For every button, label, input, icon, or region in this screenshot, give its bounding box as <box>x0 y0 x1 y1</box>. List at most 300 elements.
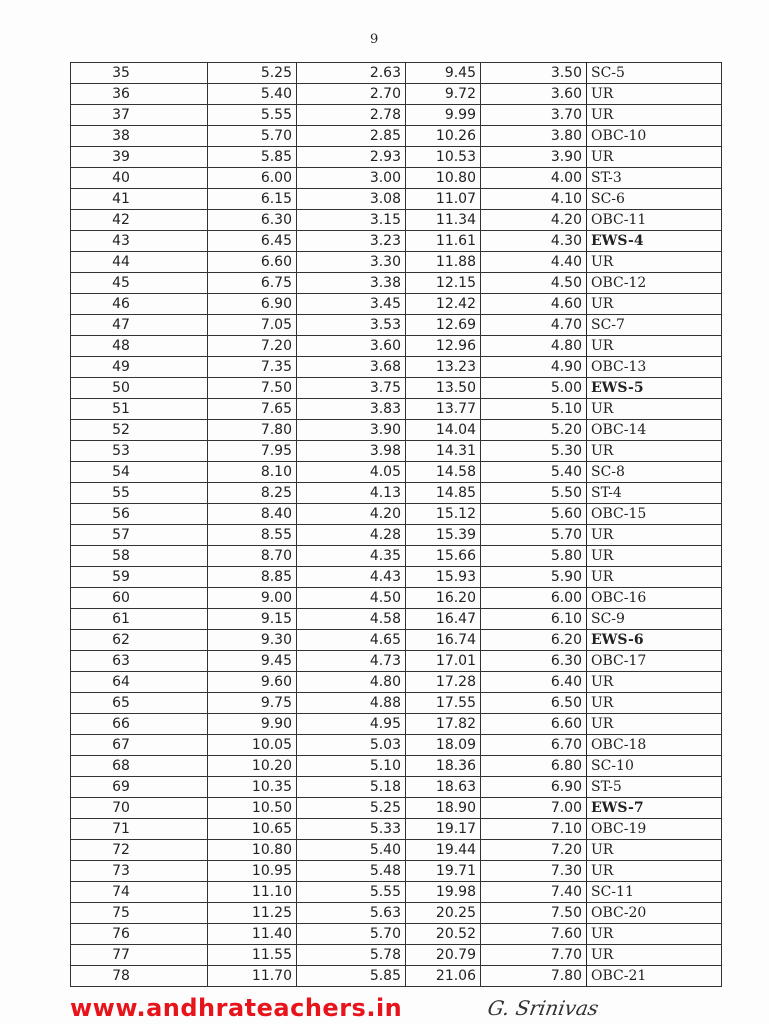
category-cell: SC-11 <box>587 882 722 903</box>
table-row <box>71 714 722 735</box>
value-c-cell: 18.36 <box>406 756 481 777</box>
serial-number-cell: 73 <box>71 861 208 882</box>
value-b-cell: 2.63 <box>297 63 406 84</box>
value-d-cell: 7.80 <box>481 966 587 987</box>
value-c-cell: 15.12 <box>406 504 481 525</box>
value-c-cell: 11.34 <box>406 210 481 231</box>
table-row <box>71 861 722 882</box>
value-b-cell: 5.55 <box>297 882 406 903</box>
value-d-cell: 5.90 <box>481 567 587 588</box>
value-c-cell: 12.15 <box>406 273 481 294</box>
value-c-cell: 10.53 <box>406 147 481 168</box>
value-d-cell: 3.70 <box>481 105 587 126</box>
table-row <box>71 189 722 210</box>
serial-number-cell: 51 <box>71 399 208 420</box>
value-d-cell: 4.90 <box>481 357 587 378</box>
table-row <box>71 231 722 252</box>
value-a-cell: 8.85 <box>208 567 297 588</box>
table-row <box>71 840 722 861</box>
value-c-cell: 13.50 <box>406 378 481 399</box>
value-a-cell: 8.10 <box>208 462 297 483</box>
serial-number-cell: 71 <box>71 819 208 840</box>
serial-number-cell: 65 <box>71 693 208 714</box>
value-a-cell: 6.90 <box>208 294 297 315</box>
value-c-cell: 13.23 <box>406 357 481 378</box>
serial-number-cell: 54 <box>71 462 208 483</box>
table-row <box>71 294 722 315</box>
value-a-cell: 8.25 <box>208 483 297 504</box>
value-b-cell: 4.50 <box>297 588 406 609</box>
value-d-cell: 4.20 <box>481 210 587 231</box>
table-row <box>71 462 722 483</box>
value-d-cell: 4.50 <box>481 273 587 294</box>
value-b-cell: 5.40 <box>297 840 406 861</box>
value-a-cell: 10.95 <box>208 861 297 882</box>
value-d-cell: 3.90 <box>481 147 587 168</box>
value-c-cell: 11.61 <box>406 231 481 252</box>
value-c-cell: 16.20 <box>406 588 481 609</box>
value-d-cell: 7.30 <box>481 861 587 882</box>
value-b-cell: 3.38 <box>297 273 406 294</box>
serial-number-cell: 57 <box>71 525 208 546</box>
value-d-cell: 5.70 <box>481 525 587 546</box>
table-row <box>71 147 722 168</box>
value-b-cell: 3.53 <box>297 315 406 336</box>
value-b-cell: 4.58 <box>297 609 406 630</box>
signature: G. Srinivas <box>485 996 601 1020</box>
category-cell: ST-5 <box>587 777 722 798</box>
value-a-cell: 7.20 <box>208 336 297 357</box>
value-b-cell: 2.93 <box>297 147 406 168</box>
value-c-cell: 15.66 <box>406 546 481 567</box>
category-cell: UR <box>587 147 722 168</box>
value-d-cell: 7.20 <box>481 840 587 861</box>
table-row <box>71 420 722 441</box>
value-b-cell: 4.80 <box>297 672 406 693</box>
value-d-cell: 7.60 <box>481 924 587 945</box>
table-row <box>71 819 722 840</box>
value-c-cell: 17.28 <box>406 672 481 693</box>
value-d-cell: 5.30 <box>481 441 587 462</box>
table-row <box>71 546 722 567</box>
value-c-cell: 14.58 <box>406 462 481 483</box>
category-cell: UR <box>587 546 722 567</box>
value-d-cell: 4.80 <box>481 336 587 357</box>
serial-number-cell: 60 <box>71 588 208 609</box>
category-cell: UR <box>587 84 722 105</box>
value-a-cell: 7.05 <box>208 315 297 336</box>
value-b-cell: 5.25 <box>297 798 406 819</box>
value-a-cell: 5.85 <box>208 147 297 168</box>
category-cell: EWS-4 <box>587 231 722 252</box>
table-row <box>71 336 722 357</box>
value-c-cell: 14.85 <box>406 483 481 504</box>
value-d-cell: 7.70 <box>481 945 587 966</box>
value-b-cell: 4.35 <box>297 546 406 567</box>
value-c-cell: 20.79 <box>406 945 481 966</box>
value-b-cell: 5.48 <box>297 861 406 882</box>
value-d-cell: 4.10 <box>481 189 587 210</box>
value-a-cell: 11.40 <box>208 924 297 945</box>
category-cell: ST-3 <box>587 168 722 189</box>
value-c-cell: 16.47 <box>406 609 481 630</box>
table-row <box>71 105 722 126</box>
value-a-cell: 5.55 <box>208 105 297 126</box>
value-b-cell: 5.33 <box>297 819 406 840</box>
category-cell: UR <box>587 714 722 735</box>
value-a-cell: 9.60 <box>208 672 297 693</box>
table-row <box>71 315 722 336</box>
value-d-cell: 6.50 <box>481 693 587 714</box>
table-row <box>71 399 722 420</box>
value-a-cell: 10.05 <box>208 735 297 756</box>
category-cell: OBC-20 <box>587 903 722 924</box>
serial-number-cell: 56 <box>71 504 208 525</box>
table-row <box>71 210 722 231</box>
category-cell: OBC-17 <box>587 651 722 672</box>
value-b-cell: 5.10 <box>297 756 406 777</box>
table-row <box>71 84 722 105</box>
watermark: www.andhrateachers.in <box>70 994 403 1022</box>
table-row <box>71 903 722 924</box>
table-row <box>71 504 722 525</box>
value-d-cell: 4.60 <box>481 294 587 315</box>
table-row <box>71 168 722 189</box>
value-c-cell: 15.93 <box>406 567 481 588</box>
value-b-cell: 5.63 <box>297 903 406 924</box>
page-number: 9 <box>370 32 379 47</box>
value-b-cell: 4.13 <box>297 483 406 504</box>
value-b-cell: 3.08 <box>297 189 406 210</box>
category-cell: UR <box>587 105 722 126</box>
serial-number-cell: 50 <box>71 378 208 399</box>
serial-number-cell: 43 <box>71 231 208 252</box>
value-a-cell: 10.65 <box>208 819 297 840</box>
value-a-cell: 5.25 <box>208 63 297 84</box>
value-c-cell: 12.69 <box>406 315 481 336</box>
value-b-cell: 4.65 <box>297 630 406 651</box>
value-d-cell: 6.20 <box>481 630 587 651</box>
value-b-cell: 3.75 <box>297 378 406 399</box>
table-row <box>71 525 722 546</box>
value-d-cell: 4.40 <box>481 252 587 273</box>
serial-number-cell: 58 <box>71 546 208 567</box>
category-cell: OBC-11 <box>587 210 722 231</box>
table-row <box>71 126 722 147</box>
table-row <box>71 483 722 504</box>
category-cell: OBC-13 <box>587 357 722 378</box>
value-d-cell: 7.00 <box>481 798 587 819</box>
value-b-cell: 4.43 <box>297 567 406 588</box>
value-d-cell: 5.40 <box>481 462 587 483</box>
value-b-cell: 4.20 <box>297 504 406 525</box>
value-c-cell: 13.77 <box>406 399 481 420</box>
value-a-cell: 8.70 <box>208 546 297 567</box>
value-b-cell: 3.60 <box>297 336 406 357</box>
value-a-cell: 9.30 <box>208 630 297 651</box>
serial-number-cell: 76 <box>71 924 208 945</box>
table-row <box>71 651 722 672</box>
serial-number-cell: 53 <box>71 441 208 462</box>
value-b-cell: 3.15 <box>297 210 406 231</box>
value-a-cell: 11.55 <box>208 945 297 966</box>
table-row <box>71 63 722 84</box>
value-a-cell: 7.50 <box>208 378 297 399</box>
value-d-cell: 6.30 <box>481 651 587 672</box>
roster-table-body <box>71 63 722 987</box>
table-row <box>71 252 722 273</box>
value-d-cell: 5.00 <box>481 378 587 399</box>
value-d-cell: 6.90 <box>481 777 587 798</box>
value-c-cell: 19.98 <box>406 882 481 903</box>
table-row <box>71 273 722 294</box>
category-cell: SC-9 <box>587 609 722 630</box>
value-a-cell: 7.95 <box>208 441 297 462</box>
serial-number-cell: 64 <box>71 672 208 693</box>
value-c-cell: 10.26 <box>406 126 481 147</box>
table-row <box>71 966 722 987</box>
category-cell: OBC-15 <box>587 504 722 525</box>
value-d-cell: 3.50 <box>481 63 587 84</box>
category-cell: UR <box>587 336 722 357</box>
value-a-cell: 10.20 <box>208 756 297 777</box>
category-cell: OBC-10 <box>587 126 722 147</box>
value-c-cell: 11.07 <box>406 189 481 210</box>
value-c-cell: 17.55 <box>406 693 481 714</box>
table-row <box>71 588 722 609</box>
serial-number-cell: 49 <box>71 357 208 378</box>
value-b-cell: 5.78 <box>297 945 406 966</box>
serial-number-cell: 72 <box>71 840 208 861</box>
value-c-cell: 9.99 <box>406 105 481 126</box>
value-b-cell: 3.98 <box>297 441 406 462</box>
value-b-cell: 5.18 <box>297 777 406 798</box>
value-c-cell: 21.06 <box>406 966 481 987</box>
value-a-cell: 8.55 <box>208 525 297 546</box>
value-b-cell: 3.68 <box>297 357 406 378</box>
value-d-cell: 3.80 <box>481 126 587 147</box>
category-cell: OBC-21 <box>587 966 722 987</box>
value-a-cell: 5.40 <box>208 84 297 105</box>
roster-table <box>70 62 722 987</box>
value-b-cell: 4.73 <box>297 651 406 672</box>
table-row <box>71 798 722 819</box>
table-row <box>71 777 722 798</box>
value-d-cell: 7.50 <box>481 903 587 924</box>
value-c-cell: 9.45 <box>406 63 481 84</box>
table-row <box>71 567 722 588</box>
category-cell: OBC-19 <box>587 819 722 840</box>
value-d-cell: 5.20 <box>481 420 587 441</box>
category-cell: OBC-18 <box>587 735 722 756</box>
value-b-cell: 2.85 <box>297 126 406 147</box>
value-c-cell: 16.74 <box>406 630 481 651</box>
table-row <box>71 609 722 630</box>
value-c-cell: 17.01 <box>406 651 481 672</box>
category-cell: UR <box>587 693 722 714</box>
table-row <box>71 378 722 399</box>
value-c-cell: 19.71 <box>406 861 481 882</box>
category-cell: UR <box>587 399 722 420</box>
value-c-cell: 20.25 <box>406 903 481 924</box>
value-a-cell: 11.25 <box>208 903 297 924</box>
table-row <box>71 357 722 378</box>
value-a-cell: 7.65 <box>208 399 297 420</box>
category-cell: ST-4 <box>587 483 722 504</box>
value-a-cell: 7.80 <box>208 420 297 441</box>
value-a-cell: 9.90 <box>208 714 297 735</box>
value-a-cell: 11.70 <box>208 966 297 987</box>
category-cell: UR <box>587 252 722 273</box>
value-b-cell: 4.95 <box>297 714 406 735</box>
value-c-cell: 14.04 <box>406 420 481 441</box>
value-d-cell: 3.60 <box>481 84 587 105</box>
category-cell: EWS-7 <box>587 798 722 819</box>
serial-number-cell: 38 <box>71 126 208 147</box>
value-c-cell: 20.52 <box>406 924 481 945</box>
value-b-cell: 5.70 <box>297 924 406 945</box>
serial-number-cell: 48 <box>71 336 208 357</box>
serial-number-cell: 63 <box>71 651 208 672</box>
category-cell: UR <box>587 945 722 966</box>
value-b-cell: 5.85 <box>297 966 406 987</box>
value-d-cell: 6.70 <box>481 735 587 756</box>
value-c-cell: 9.72 <box>406 84 481 105</box>
value-d-cell: 4.00 <box>481 168 587 189</box>
value-d-cell: 6.10 <box>481 609 587 630</box>
value-a-cell: 10.50 <box>208 798 297 819</box>
value-d-cell: 6.40 <box>481 672 587 693</box>
value-b-cell: 3.45 <box>297 294 406 315</box>
value-b-cell: 5.03 <box>297 735 406 756</box>
category-cell: UR <box>587 861 722 882</box>
value-b-cell: 3.83 <box>297 399 406 420</box>
value-d-cell: 5.50 <box>481 483 587 504</box>
category-cell: SC-8 <box>587 462 722 483</box>
serial-number-cell: 37 <box>71 105 208 126</box>
value-b-cell: 3.30 <box>297 252 406 273</box>
value-c-cell: 17.82 <box>406 714 481 735</box>
value-d-cell: 4.70 <box>481 315 587 336</box>
serial-number-cell: 68 <box>71 756 208 777</box>
value-b-cell: 4.28 <box>297 525 406 546</box>
serial-number-cell: 45 <box>71 273 208 294</box>
value-b-cell: 3.23 <box>297 231 406 252</box>
category-cell: SC-10 <box>587 756 722 777</box>
category-cell: OBC-16 <box>587 588 722 609</box>
value-d-cell: 5.10 <box>481 399 587 420</box>
value-d-cell: 7.10 <box>481 819 587 840</box>
category-cell: SC-7 <box>587 315 722 336</box>
serial-number-cell: 78 <box>71 966 208 987</box>
value-d-cell: 5.80 <box>481 546 587 567</box>
serial-number-cell: 62 <box>71 630 208 651</box>
category-cell: UR <box>587 672 722 693</box>
category-cell: OBC-14 <box>587 420 722 441</box>
value-a-cell: 7.35 <box>208 357 297 378</box>
table-row <box>71 924 722 945</box>
value-a-cell: 9.75 <box>208 693 297 714</box>
value-a-cell: 6.75 <box>208 273 297 294</box>
value-b-cell: 4.88 <box>297 693 406 714</box>
category-cell: EWS-5 <box>587 378 722 399</box>
table-row <box>71 735 722 756</box>
value-c-cell: 19.44 <box>406 840 481 861</box>
table-row <box>71 945 722 966</box>
value-a-cell: 6.60 <box>208 252 297 273</box>
value-a-cell: 6.00 <box>208 168 297 189</box>
category-cell: EWS-6 <box>587 630 722 651</box>
value-c-cell: 12.96 <box>406 336 481 357</box>
serial-number-cell: 36 <box>71 84 208 105</box>
value-c-cell: 15.39 <box>406 525 481 546</box>
category-cell: UR <box>587 924 722 945</box>
value-a-cell: 5.70 <box>208 126 297 147</box>
category-cell: UR <box>587 840 722 861</box>
serial-number-cell: 61 <box>71 609 208 630</box>
value-c-cell: 14.31 <box>406 441 481 462</box>
category-cell: OBC-12 <box>587 273 722 294</box>
value-a-cell: 11.10 <box>208 882 297 903</box>
table-row <box>71 630 722 651</box>
value-b-cell: 2.70 <box>297 84 406 105</box>
serial-number-cell: 47 <box>71 315 208 336</box>
value-a-cell: 8.40 <box>208 504 297 525</box>
value-a-cell: 9.00 <box>208 588 297 609</box>
table-row <box>71 882 722 903</box>
serial-number-cell: 41 <box>71 189 208 210</box>
serial-number-cell: 75 <box>71 903 208 924</box>
value-c-cell: 11.88 <box>406 252 481 273</box>
value-d-cell: 6.00 <box>481 588 587 609</box>
value-a-cell: 10.80 <box>208 840 297 861</box>
serial-number-cell: 52 <box>71 420 208 441</box>
value-d-cell: 6.60 <box>481 714 587 735</box>
value-c-cell: 18.09 <box>406 735 481 756</box>
table-row <box>71 756 722 777</box>
serial-number-cell: 55 <box>71 483 208 504</box>
value-d-cell: 7.40 <box>481 882 587 903</box>
serial-number-cell: 35 <box>71 63 208 84</box>
value-c-cell: 12.42 <box>406 294 481 315</box>
table-row <box>71 672 722 693</box>
serial-number-cell: 69 <box>71 777 208 798</box>
serial-number-cell: 42 <box>71 210 208 231</box>
value-a-cell: 6.45 <box>208 231 297 252</box>
category-cell: SC-5 <box>587 63 722 84</box>
serial-number-cell: 59 <box>71 567 208 588</box>
serial-number-cell: 40 <box>71 168 208 189</box>
value-a-cell: 6.15 <box>208 189 297 210</box>
category-cell: UR <box>587 525 722 546</box>
value-d-cell: 5.60 <box>481 504 587 525</box>
category-cell: UR <box>587 441 722 462</box>
value-a-cell: 9.45 <box>208 651 297 672</box>
category-cell: UR <box>587 294 722 315</box>
table-row <box>71 693 722 714</box>
category-cell: SC-6 <box>587 189 722 210</box>
category-cell: UR <box>587 567 722 588</box>
value-b-cell: 4.05 <box>297 462 406 483</box>
serial-number-cell: 67 <box>71 735 208 756</box>
serial-number-cell: 66 <box>71 714 208 735</box>
value-a-cell: 6.30 <box>208 210 297 231</box>
serial-number-cell: 70 <box>71 798 208 819</box>
table-row <box>71 441 722 462</box>
value-b-cell: 3.90 <box>297 420 406 441</box>
value-c-cell: 18.63 <box>406 777 481 798</box>
serial-number-cell: 46 <box>71 294 208 315</box>
